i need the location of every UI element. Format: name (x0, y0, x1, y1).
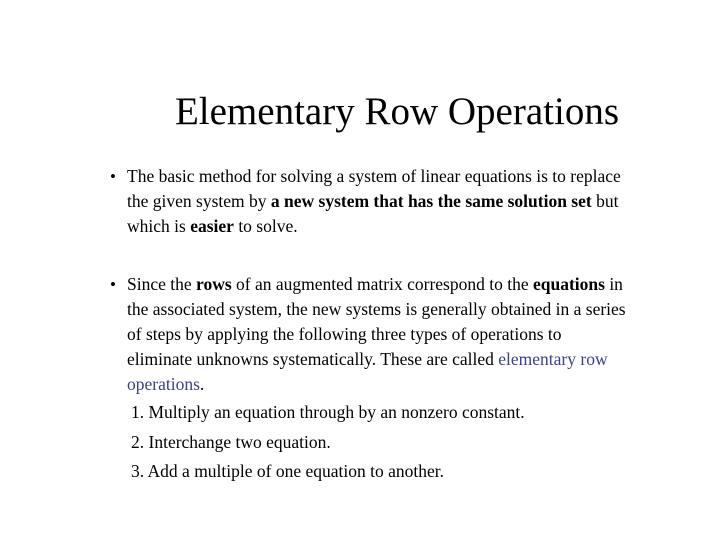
operation-steps (127, 398, 702, 487)
bold-word-rows: rows (196, 274, 232, 294)
text-span: to solve. (233, 216, 298, 236)
step-multiply: 1. Multiply an equation through by an nonzero constant. (131, 402, 525, 422)
text-span: the given system by (127, 191, 271, 211)
text-line (127, 347, 702, 372)
text-line: The basic method for solving a system of linear equations is to replace (127, 166, 621, 186)
text-line: of steps by applying the following three types of operations to (127, 324, 562, 344)
text-span: of an augmented matrix correspond to the (231, 274, 533, 294)
text-line (127, 372, 702, 397)
term-elementary-row: elementary row (498, 349, 608, 369)
bold-word-equations: equations (532, 274, 605, 294)
text-span: Since the (127, 274, 197, 294)
bold-phrase: easier (190, 216, 234, 236)
bullet-text (127, 164, 702, 239)
page-title: Elementary Row Operations (174, 90, 620, 133)
text-line (127, 189, 702, 214)
bullet-item-basic-method (0, 164, 720, 239)
step-interchange: 2. Interchange two equation. (131, 431, 331, 452)
bold-phrase: a new system that has the same solution set (270, 191, 592, 211)
text-span: but (591, 191, 619, 211)
text-span: . (199, 374, 205, 394)
text-span: eliminate unknowns systematically. These are called (127, 349, 499, 369)
text-line (127, 214, 702, 239)
bullet-list (0, 164, 720, 487)
bullet-text (127, 272, 702, 487)
bullet-marker: • (110, 275, 116, 294)
bullet-marker: • (110, 167, 116, 186)
text-span: which is (127, 216, 191, 236)
term-operations: operations (127, 374, 200, 394)
text-line: the associated system, the new systems is generally obtained in a series (127, 299, 626, 319)
step-add-multiple: 3. Add a multiple of one equation to another. (131, 461, 444, 481)
text-line (127, 272, 702, 297)
bullet-item-row-operations (0, 272, 720, 487)
text-span: in (604, 274, 623, 294)
